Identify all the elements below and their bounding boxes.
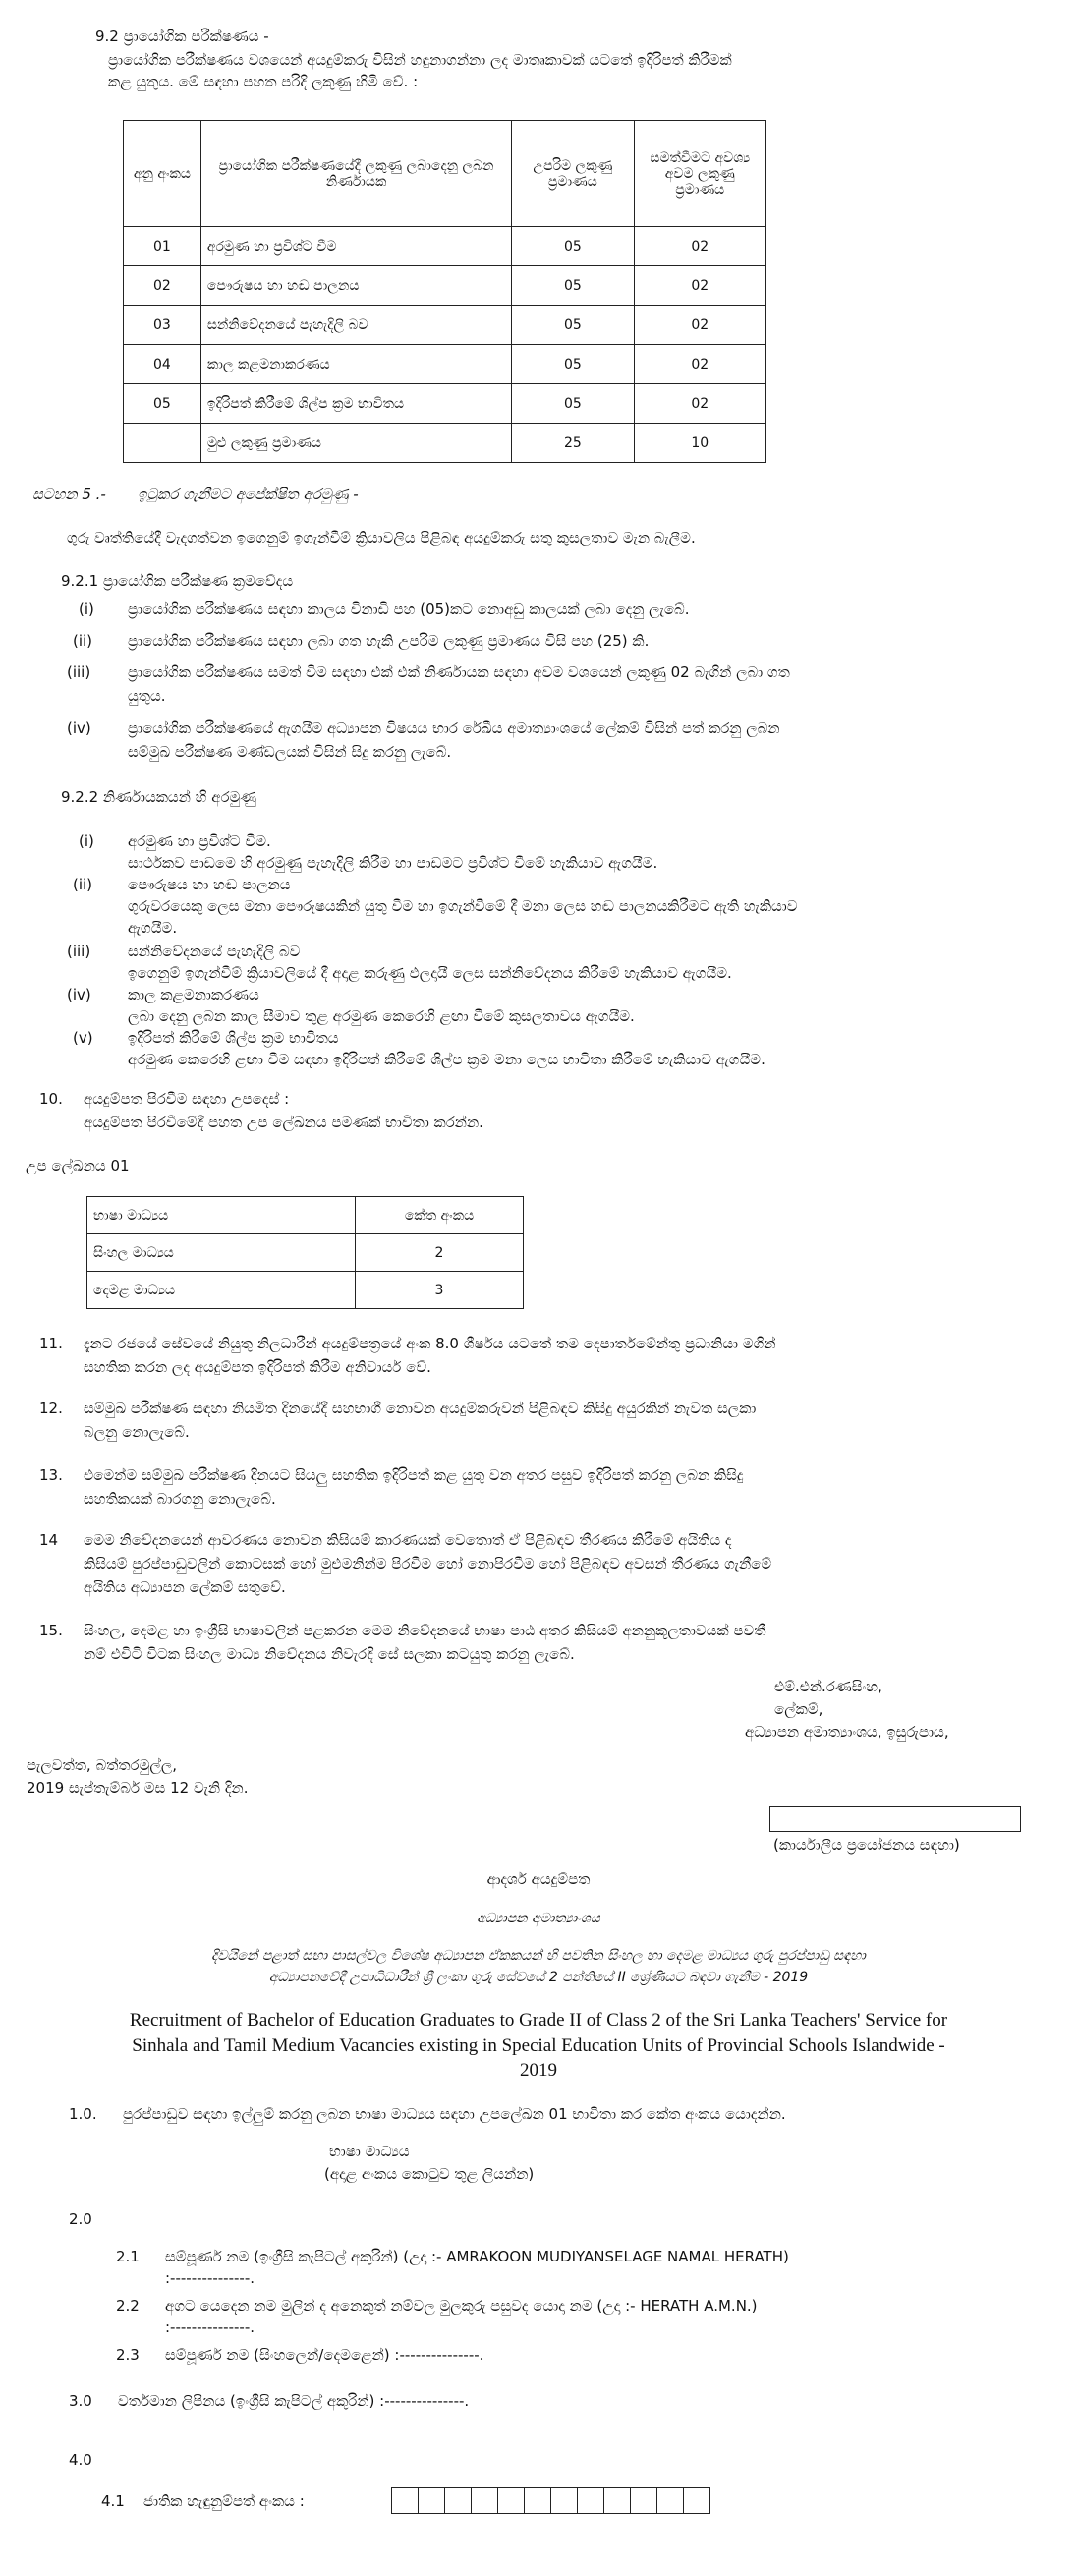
s922-item-num: (iii)	[67, 943, 91, 960]
nic-digit-box[interactable]	[550, 2487, 577, 2514]
s922-item-text: අරමුණ කෙරෙහි ළඟා වීම සඳහා ඉදිරිපත් කිරීමේ ශිල්ප ක්‍රම මනා ලෙස භාවිතා කිරීමේ හැකියාව ඇගයීම.	[128, 1051, 765, 1068]
table-row	[124, 227, 766, 266]
form-en-title-line1: Recruitment of Bachelor of Education Graduates to Grade II of Class 2 of the Sri Lanka Teachers' Service for	[129, 2010, 948, 2031]
para-10-num: 10.	[39, 1090, 63, 1108]
nic-digit-box[interactable]	[683, 2487, 710, 2514]
place: පැලවත්ත, බත්තරමුල්ල,	[27, 1756, 178, 1774]
cell: මුළු ලකුණු ප්‍රමාණය	[200, 424, 511, 463]
para-num: 12.	[39, 1400, 63, 1417]
nic-digit-box[interactable]	[630, 2487, 656, 2514]
nic-digit-box[interactable]	[656, 2487, 683, 2514]
para-line: සහතික කරන ලද අයදුම්පත ඉදිරිපත් කිරීම අනිවාර්ය වේ.	[84, 1358, 431, 1376]
annex-title: උප ලේඛනය 01	[26, 1157, 130, 1174]
s922-item-text: ලබා දෙනු ලබන කාල සීමාව තුළ අරමුණ කෙරෙහි ළඟා වීමේ කුසලතාවය ඇගයීම.	[128, 1007, 635, 1025]
signature-name: එම්.එන්.රණසිංහ,	[774, 1678, 882, 1695]
marks-header-no: අනු අංකය	[124, 121, 201, 227]
marks-header-criteria: ප්‍රායෝගික පරීක්ෂණයේදී ලකුණු ලබාදෙනු ලබන නිර්ණායක	[200, 121, 511, 227]
cell	[124, 424, 201, 463]
table-row	[124, 345, 766, 384]
para-10-line2: අයදුම්පත පිරවීමේදී පහත උප ලේඛනය පමණක් භාවිතා කරන්න.	[84, 1114, 483, 1131]
para-num: 11.	[39, 1335, 63, 1352]
q23-num: 2.3	[116, 2346, 140, 2364]
para-num: 14	[39, 1531, 59, 1549]
s922-item-text: ඉගෙනුම් ඉගැන්වීම් ක්‍රියාවලියේ දී අදාළ කරුණු ඵලදායී ලෙස සන්නිවේදනය කිරීමේ හැකියාව ඇගයීම.	[128, 964, 732, 982]
nic-digit-box[interactable]	[524, 2487, 550, 2514]
section-9-2-intro-line2: කළ යුතුය. මේ සඳහා පහත පරිදි ලකුණු හිමි වේ. :	[108, 73, 419, 90]
cell: 3	[356, 1272, 524, 1309]
s922-item-text: අරමුණ හා ප්‍රවිශ්ට වීම.	[128, 832, 271, 850]
s922-item-text: සන්නිවේදනයේ පැහැදිලි බව	[128, 943, 301, 960]
cell: පෞරුෂය හා හඬ පාලනය	[200, 266, 511, 306]
s921-item-text: යුතුය.	[128, 687, 166, 705]
table-row-total	[124, 424, 766, 463]
s921-item-num: (i)	[79, 601, 94, 618]
q41-num: 4.1	[101, 2492, 125, 2510]
para-line: නම් එවිටි විටක සිංහල මාධ්‍ය නිවේදනය නිවැරදි සේ සලකා කටයුතු කරනු ලැබේ.	[84, 1645, 575, 1663]
q22-fill[interactable]: :---------------.	[165, 2318, 255, 2336]
medium-hint: (අදාළ අංකය කොටුව තුළ ලියන්න)	[324, 2165, 535, 2183]
form-si-title-2: අධ්‍යාපනවේදී උපාධිධාරීන් ශ්‍රී ලංකා ගුරු සේවයේ 2 පන්තියේ II ශ්‍රේණියට බඳවා ගැනීම - 2019	[268, 1970, 809, 1985]
nic-digit-box[interactable]	[577, 2487, 603, 2514]
para-line: සහතිකයක් බාරගනු නොලැබේ.	[84, 1490, 276, 1508]
s922-item-num: (v)	[73, 1029, 93, 1047]
cell: 05	[512, 266, 634, 306]
table-row	[124, 306, 766, 345]
marks-table	[123, 120, 766, 463]
s921-item-text: ප්‍රායෝගික පරීක්ෂණය සමත් වීම සඳහා එක් එක් නිර්ණායක සඳහා අවම වශයෙන් ලකුණු 02 බැගින් ලබා ගත	[128, 663, 790, 681]
form-en-title	[20, 2008, 1057, 2084]
q4-heading: 4.0	[69, 2451, 92, 2469]
s921-item-num: (ii)	[73, 632, 93, 650]
section-9-2-intro-line1: ප්‍රායෝගික පරීක්ෂණය වශයෙන් අයදුම්කරු විසින් හඳුනාගන්නා ලද මාතෘකාවක් යටතේ ඉදිරිපත් කිරීමක්	[108, 51, 732, 69]
cell: කාල කළමනාකරණය	[200, 345, 511, 384]
s922-item-text: කාල කළමනාකරණය	[128, 986, 259, 1003]
form-si-title-1: දිවයිනේ පළාත් සභා පාසල්වල විශේෂ අධ්‍යාපන ඒකකයන් හි පවතින සිංහල හා දෙමළ මාධ්‍යය ගුරු පුරප්පාඩු සඳහා	[211, 1948, 866, 1964]
para-line: සම්මුඛ පරීක්ෂණ සඳහා නියමිත දිනයේදී සහභාගී නොවන අයදුම්කරුවන් පිළිබඳව කිසිදු අයුරකින් නැවත සලකා	[84, 1400, 757, 1417]
para-line: එමෙන්ම සම්මුඛ පරීක්ෂණ දිනයට සියලු සහතික ඉදිරිපත් කළ යුතු වන අතර පසුව ඉදිරිපත් කරනු ලබන කිසිදු	[84, 1466, 744, 1484]
q22-text: අගට යෙදෙන නම මුලින් ද අනෙකුත් නම්වල මුලකුරු පසුවද යොදා නම (උදා :- HERATH A.M.N.)	[165, 2297, 758, 2315]
s922-item-text: සාර්ථකව පාඩමෙ හි අරමුණු පැහැදිලි කිරීම හා පාඩමට ප්‍රවිශ්ට වීමේ හැකියාව ඇගයීම.	[128, 854, 658, 872]
table-row	[124, 384, 766, 424]
q2-heading: 2.0	[69, 2210, 92, 2228]
q21-text: සම්පූර්ණ නම (ඉංග්‍රීසි කැපිටල් අකුරින්) (උදා :- AMRAKOON MUDIYANSELAGE NAMAL HERATH)	[165, 2248, 789, 2265]
form-en-title-line3: 2019	[520, 2060, 557, 2082]
cell: 05	[512, 306, 634, 345]
q3-text[interactable]: වර්තමාන ලිපිනය (ඉංග්‍රීසි කැපිටල් අකුරින්) :---------------.	[118, 2392, 470, 2410]
cell: 01	[124, 227, 201, 266]
cell: 02	[634, 227, 765, 266]
annex-header-code: කේත අංකය	[356, 1197, 524, 1234]
cell: සන්නිවේදනයේ පැහැදිලි බව	[200, 306, 511, 345]
para-line: කිසියම් පුරප්පාඩුවලින් කොටසක් හෝ මුළුමනින්ම පිරවීම හෝ නොපිරවීම හෝ පිළිබඳව අවසන් තීරණය ගැනීමේ	[84, 1555, 772, 1573]
table-row	[124, 266, 766, 306]
cell: සිංහල මාධ්‍යය	[87, 1234, 356, 1272]
q1-num: 1.0.	[69, 2105, 97, 2123]
cell: 02	[634, 266, 765, 306]
q21-fill[interactable]: :---------------.	[165, 2269, 255, 2287]
note5-label: සටහන 5 .-	[32, 486, 106, 503]
s921-item-text: සම්මුඛ පරීක්ෂණ මණ්ඩලයක් විසින් සිදු කරනු ලැබේ.	[128, 743, 452, 761]
cell: අරමුණ හා ප්‍රවිශ්ට වීම	[200, 227, 511, 266]
table-row	[87, 1272, 524, 1309]
para-line: බලනු නොලැබේ.	[84, 1423, 190, 1441]
annex-header-medium: භාෂා මාධ්‍යය	[87, 1197, 356, 1234]
nic-digit-box[interactable]	[603, 2487, 630, 2514]
s921-item-text: ප්‍රායෝගික පරීක්ෂණය සඳහා ලබා ගත හැකි උපරිම ලකුණු ප්‍රමාණය විසි පහ (25) කි.	[128, 632, 650, 650]
cell: දෙමළ මාධ්‍යය	[87, 1272, 356, 1309]
s921-item-text: ප්‍රායෝගික පරීක්ෂණය සඳහා කාලය විනාඩි පහ (05)කට නොඅඩු කාලයක් ලබා දෙනු ලැබේ.	[128, 601, 690, 618]
cell: 02	[634, 384, 765, 424]
nic-digit-box[interactable]	[418, 2487, 444, 2514]
para-line: සිංහල, දෙමළ හා ඉංග්‍රීසි භාෂාවලින් පළකරන මෙම නිවේදනයේ භාෂා පාඨ අතර කිසියම් අනනුකූලතාවයක් පවතී	[84, 1622, 766, 1639]
marks-header-min: සමත්වීමට අවශ්‍ය අවම ලකුණු ප්‍රමාණය	[634, 121, 765, 227]
medium-label: භාෂා මාධ්‍යය	[329, 2143, 410, 2160]
cell: ඉදිරිපත් කිරීමේ ශිල්ප ක්‍රම භාවිතය	[200, 384, 511, 424]
cell: 10	[634, 424, 765, 463]
cell: 04	[124, 345, 201, 384]
para-line: මෙම නිවේදනයෙන් ආවරණය නොවන කිසියම් කාරණයක් වෙතොත් ඒ පිළිබඳව තීරණය කිරීමේ අයිතිය ද	[84, 1531, 732, 1549]
nic-boxes[interactable]	[391, 2487, 710, 2514]
q1-text: පුරප්පාඩුව සඳහා ඉල්ලුම් කරනු ලබන භාෂා මාධ්‍යය සඳහා උපලේඛන 01 භාවිතා කර කේත අංකය යොදන්න.	[123, 2105, 786, 2123]
q21-num: 2.1	[116, 2248, 140, 2265]
q3-num: 3.0	[69, 2392, 92, 2410]
s922-item-num: (i)	[79, 832, 94, 850]
cell: 05	[512, 227, 634, 266]
s921-item-num: (iv)	[67, 719, 91, 737]
cell: 02	[634, 306, 765, 345]
cell: 25	[512, 424, 634, 463]
date: 2019 සැප්තැම්බර් මස 12 වැනි දින.	[27, 1779, 249, 1797]
marks-header-max: උපරිම ලකුණු ප්‍රමාණය	[512, 121, 634, 227]
s922-item-num: (iv)	[67, 986, 91, 1003]
cell: 02	[124, 266, 201, 306]
office-use-box[interactable]	[769, 1806, 1021, 1832]
para-num: 13.	[39, 1466, 63, 1484]
cell: 03	[124, 306, 201, 345]
s921-item-text: ප්‍රායෝගික පරීක්ෂණයේ ඇගයීම අධ්‍යාපන විෂයය භාර රේඛීය අමාත්‍යාංශයේ ලේකම් විසින් පත් කරනු ලබන	[128, 719, 780, 737]
note5-title: ඉටුකර ගැනීමට අපේක්ෂිත අරමුණු -	[138, 486, 359, 503]
signature-office: අධ්‍යාපන අමාත්‍යාංශය, ඉසුරුපාය,	[745, 1723, 949, 1741]
s922-item-num: (ii)	[73, 876, 93, 893]
nic-digit-box[interactable]	[497, 2487, 524, 2514]
cell: 2	[356, 1234, 524, 1272]
cell: 02	[634, 345, 765, 384]
note5-text: ගුරු වෘත්තියේදී වැදගත්වන ඉගෙනුම් ඉගැන්වීම් ක්‍රියාවලිය පිළිබඳ අයදුම්කරු සතු කුසලතාව මැන බැලීම.	[67, 529, 696, 546]
nic-digit-box[interactable]	[444, 2487, 471, 2514]
s922-item-text: ඇගයීම.	[128, 919, 178, 937]
q41-text: ජාතික හැඳුනුම්පත් අංකය :	[143, 2492, 305, 2510]
q22-num: 2.2	[116, 2297, 140, 2315]
office-use-label: (කාර්යාලීය ප්‍රයෝජනය සඳහා)	[773, 1836, 960, 1854]
q23-text[interactable]: සම්පූර්ණ නම (සිංහලෙන්/දෙමළෙන්) :---------------.	[165, 2346, 484, 2364]
cell: 05	[124, 384, 201, 424]
para-line: අයිතිය අධ්‍යාපන ලේකම් සතුවේ.	[84, 1578, 286, 1596]
para-num: 15.	[39, 1622, 63, 1639]
nic-digit-box[interactable]	[471, 2487, 497, 2514]
form-model-title: ආදර්ශ අයදුම්පත	[486, 1870, 591, 1888]
section-9-2-heading: 9.2 ප්‍රායෝගික පරීක්ෂණය -	[95, 28, 269, 45]
form-en-title-line2: Sinhala and Tamil Medium Vacancies existing in Special Education Units of Provincial Schools Islandwide -	[132, 2034, 945, 2056]
table-row	[87, 1234, 524, 1272]
form-ministry: අධ්‍යාපන අමාත්‍යාංශය	[477, 1911, 600, 1926]
section-9-2-1-heading: 9.2.1 ප්‍රායෝගික පරීක්ෂණ ක්‍රමවේදය	[61, 572, 294, 590]
para-10-line1: අයදුම්පත පිරවීම සඳහා උපදෙස් :	[84, 1090, 290, 1108]
para-line: දැනට රජයේ සේවයේ නියුතු නිලධාරීන් අයදුම්පත්‍රයේ අංක 8.0 ශීර්ෂය යටතේ තම දෙපාර්තමේන්තු ප්‍රධානියා මගින්	[84, 1335, 776, 1352]
annex-table	[86, 1196, 524, 1309]
cell: 05	[512, 345, 634, 384]
s922-item-text: පෞරුෂය හා හඬ පාලනය	[128, 876, 291, 893]
signature-title: ලේකම්,	[774, 1700, 823, 1718]
cell: 05	[512, 384, 634, 424]
s921-item-num: (iii)	[67, 663, 91, 681]
s922-item-text: ගුරුවරයෙකු ලෙස මනා පෞරුෂයකින් යුතු වීම හා ඉගැන්වීමේ දී මනා ලෙස හඬ පාලනයකිරීමට ඇති හැකියාව	[128, 897, 798, 915]
section-9-2-2-heading: 9.2.2 නිර්ණායකයන් හි අරමුණු	[61, 788, 257, 806]
nic-digit-box[interactable]	[391, 2487, 418, 2514]
s922-item-text: ඉදිරිපත් කිරීමේ ශිල්ප ක්‍රම භාවිතය	[128, 1029, 339, 1047]
